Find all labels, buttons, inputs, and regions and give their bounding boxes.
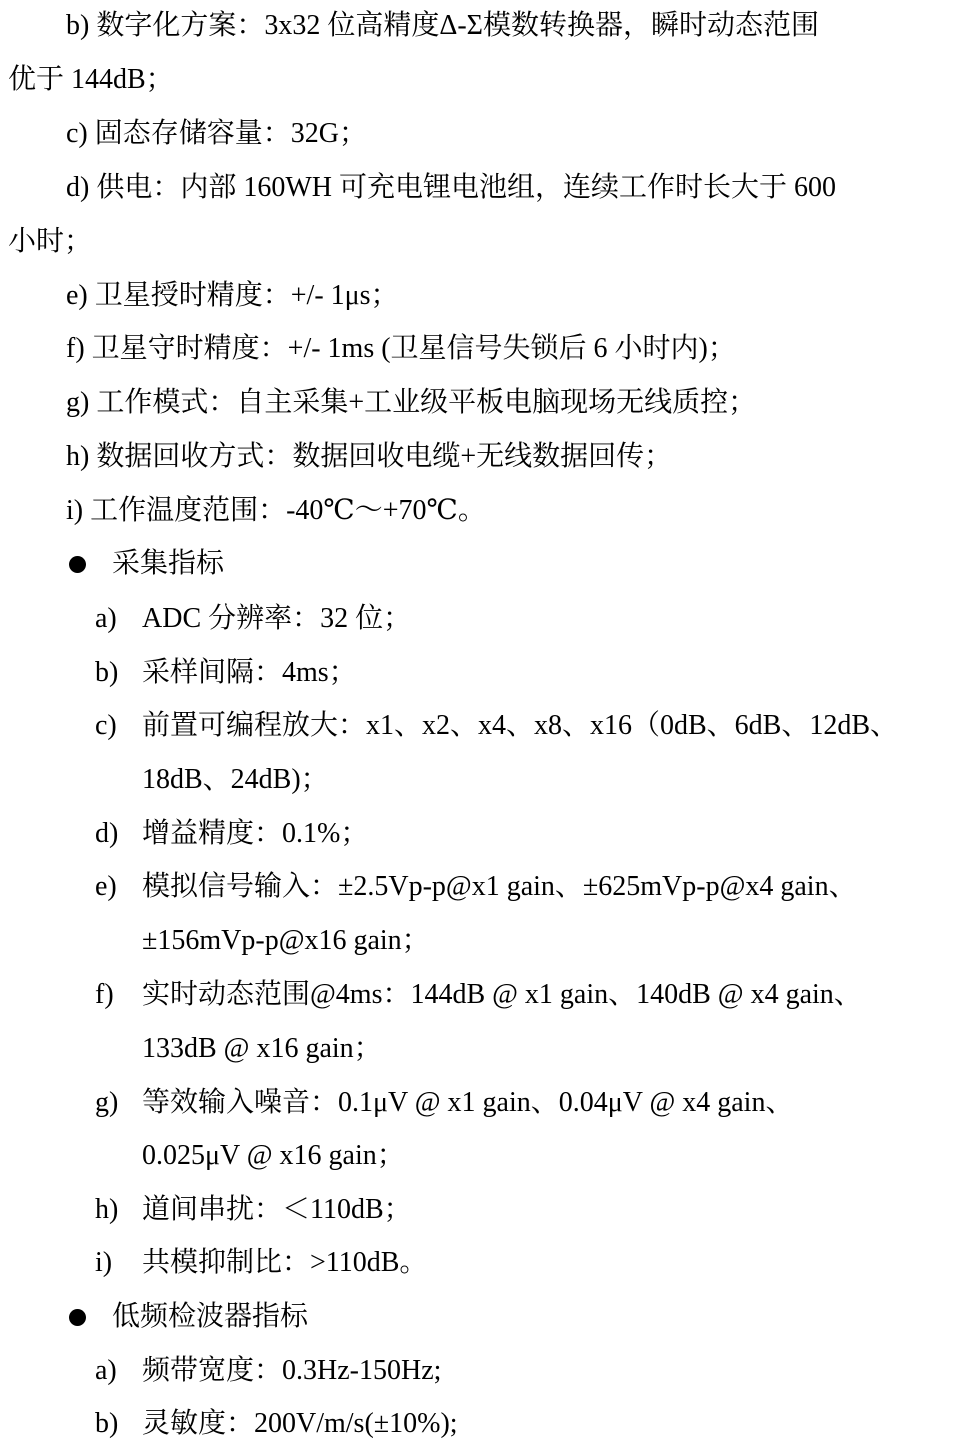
bullet-icon	[69, 1309, 86, 1326]
spec-line-b-1: b) 数字化方案：3x32 位高精度Δ-Σ模数转换器，瞬时动态范围	[66, 10, 819, 41]
spec-line-c: c) 固态存储容量：32G；	[66, 118, 367, 149]
geo-item-a-text: 频带宽度：0.3Hz-150Hz;	[142, 1355, 442, 1386]
acq-item-i-marker: i)	[95, 1247, 113, 1278]
acq-item-a-marker: a)	[95, 603, 117, 634]
acq-item-c-marker: c)	[95, 710, 117, 741]
acq-item-f-text-1: 实时动态范围@4ms：144dB @ x1 gain、140dB @ x4 gain、	[142, 979, 862, 1010]
acq-item-d-marker: d)	[95, 818, 119, 849]
acq-item-e-text-2: ±156mVp-p@x16 gain；	[142, 925, 430, 956]
acq-item-h-marker: h)	[95, 1194, 119, 1225]
acq-item-f-text-2: 133dB @ x16 gain；	[142, 1033, 382, 1064]
spec-line-b-2: 优于 144dB；	[8, 64, 174, 95]
acq-item-i-text: 共模抑制比：>110dB。	[142, 1247, 428, 1278]
acq-item-f-marker: f)	[95, 979, 114, 1010]
acq-item-e-text-1: 模拟信号输入：±2.5Vp-p@x1 gain、±625mVp-p@x4 gain、	[142, 871, 857, 902]
acq-item-e-marker: e)	[95, 871, 117, 902]
spec-line-f: f) 卫星守时精度：+/- 1ms (卫星信号失锁后 6 小时内)；	[66, 333, 736, 364]
spec-line-d-2: 小时；	[8, 226, 93, 257]
acq-item-g-marker: g)	[95, 1087, 119, 1118]
geo-item-a-marker: a)	[95, 1355, 117, 1386]
acq-item-g-text-1: 等效输入噪音：0.1μV @ x1 gain、0.04μV @ x4 gain、	[142, 1087, 794, 1118]
acq-item-b-text: 采样间隔：4ms；	[142, 657, 357, 688]
acq-item-a-text: ADC 分辨率：32 位；	[142, 603, 412, 634]
acq-item-c-text-2: 18dB、24dB)；	[142, 764, 329, 795]
geo-item-b-marker: b)	[95, 1408, 119, 1439]
acq-item-b-marker: b)	[95, 657, 119, 688]
spec-line-e: e) 卫星授时精度：+/- 1μs；	[66, 280, 399, 311]
spec-line-g: g) 工作模式：自主采集+工业级平板电脑现场无线质控；	[66, 387, 757, 418]
acq-item-g-text-2: 0.025μV @ x16 gain；	[142, 1140, 405, 1171]
bullet-icon	[69, 556, 86, 573]
spec-line-i: i) 工作温度范围：-40℃～+70℃。	[66, 495, 486, 526]
spec-line-h: h) 数据回收方式：数据回收电缆+无线数据回传；	[66, 441, 673, 472]
section-heading-acquisition: 采集指标	[112, 548, 225, 579]
geo-item-b-text: 灵敏度：200V/m/s(±10%);	[142, 1408, 458, 1439]
acq-item-h-text: 道间串扰：＜110dB；	[142, 1194, 412, 1225]
section-heading-geophone: 低频检波器指标	[112, 1301, 309, 1332]
spec-line-d-1: d) 供电：内部 160WH 可充电锂电池组，连续工作时长大于 600	[66, 172, 836, 203]
acq-item-d-text: 增益精度：0.1%；	[142, 818, 369, 849]
acq-item-c-text-1: 前置可编程放大：x1、x2、x4、x8、x16（0dB、6dB、12dB、	[142, 710, 899, 741]
